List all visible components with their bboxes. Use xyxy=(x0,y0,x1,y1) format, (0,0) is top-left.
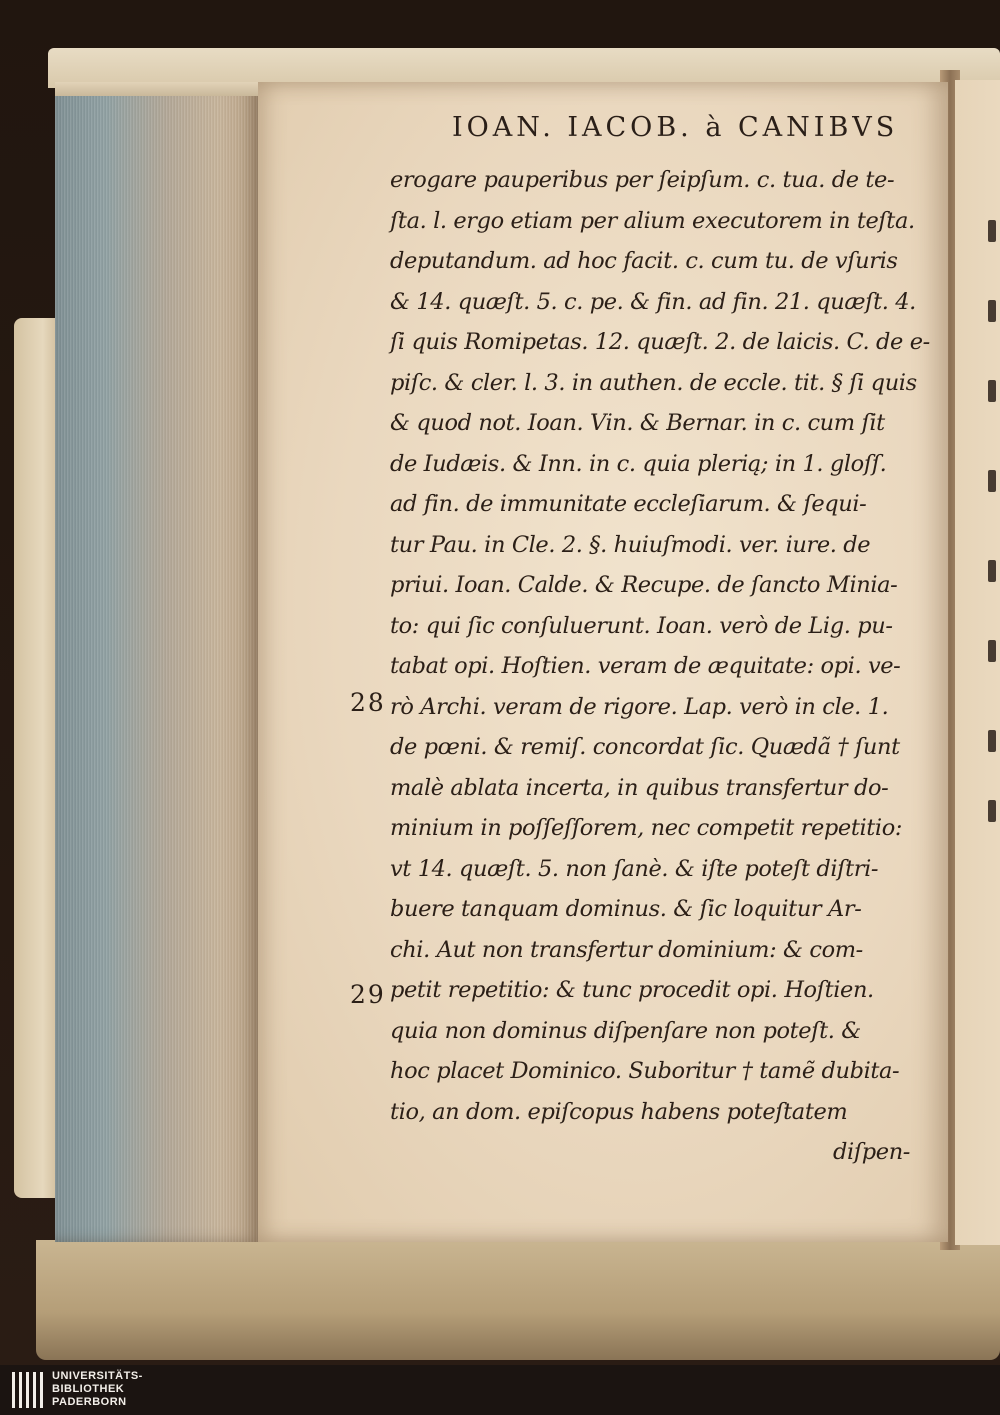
text-line: quia non dominus diſpenſare non poteſt. & xyxy=(390,1017,861,1044)
page-edge-top xyxy=(55,82,260,96)
margin-number: 28 xyxy=(350,688,386,717)
text-line: petit repetitio: & tunc procedit opi. Hoſtien. xyxy=(390,977,874,1003)
text-line: minium in poſſeſſorem, nec competit repetitio: xyxy=(390,815,903,841)
text-line: to: qui ſic conſuluerunt. Ioan. verò de Lig. pu- xyxy=(390,612,893,639)
text-line: piſc. & cler. l. 3. in authen. de eccle. tit. § ſi quis xyxy=(390,369,917,396)
text-line: de pœni. & remiſ. concordat ſic. Quædã † ſunt xyxy=(390,734,900,760)
catchword: diſpen- xyxy=(833,1139,910,1165)
text-line: de Iudæis. & Inn. in c. quia plerią; in 1. gloſſ. xyxy=(390,450,887,477)
book-cover-bottom xyxy=(36,1240,1000,1360)
text-line: rò Archi. veram de rigore. Lap. verò in cle. 1. xyxy=(390,693,889,720)
library-name-line: PADERBORN xyxy=(52,1396,127,1408)
text-line: & quod not. Ioan. Vin. & Bernar. in c. cum ſit xyxy=(390,410,885,436)
running-head: IOAN. IACOB. à CANIBVS xyxy=(452,112,899,143)
text-line: vt 14. quæſt. 5. non ſanè. & iſte poteſt diſtri- xyxy=(390,855,879,882)
text-line: deputandum. ad hoc facit. c. cum tu. de vſuris xyxy=(390,248,898,274)
library-name xyxy=(52,1370,143,1409)
page-fore-edge xyxy=(55,82,260,1242)
margin-number: 29 xyxy=(350,980,386,1009)
library-name-line: BIBLIOTHEK xyxy=(52,1383,125,1395)
text-line: malè ablata incerta, in quibus transfertur do- xyxy=(390,774,889,801)
text-line: ad fin. de immunitate eccleſiarum. & ſequi- xyxy=(390,491,867,517)
text-line: priui. Ioan. Calde. & Recupe. de ſancto Minia- xyxy=(390,572,898,598)
facing-page xyxy=(955,80,1000,1245)
text-line: chi. Aut non transfertur dominium: & com- xyxy=(390,936,863,963)
library-name-line: UNIVERSITÄTS- xyxy=(52,1370,143,1382)
text-line: ſi quis Romipetas. 12. quæſt. 2. de laicis. C. de e- xyxy=(390,329,930,355)
text-line: & 14. quæſt. 5. c. pe. & fin. ad fin. 21. quæſt. 4. xyxy=(390,288,916,315)
text-line: hoc placet Dominico. Suboritur † tamẽ dubita- xyxy=(390,1058,900,1084)
text-line: ſta. l. ergo etiam per alium executorem in teſta. xyxy=(390,207,915,234)
body-text xyxy=(390,160,930,1173)
text-line: tabat opi. Hoſtien. veram de æquitate: opi. ve- xyxy=(390,653,901,679)
library-logo-icon xyxy=(12,1372,44,1408)
text-line: tio, an dom. epiſcopus habens poteſtatem xyxy=(390,1098,848,1125)
text-line: buere tanquam dominus. & ſic loquitur Ar- xyxy=(390,896,862,922)
text-line: tur Pau. in Cle. 2. §. huiuſmodi. ver. iure. de xyxy=(390,531,871,558)
footer-bar xyxy=(0,1365,1000,1415)
text-line: erogare pauperibus per ſeipſum. c. tua. de te- xyxy=(390,167,895,193)
